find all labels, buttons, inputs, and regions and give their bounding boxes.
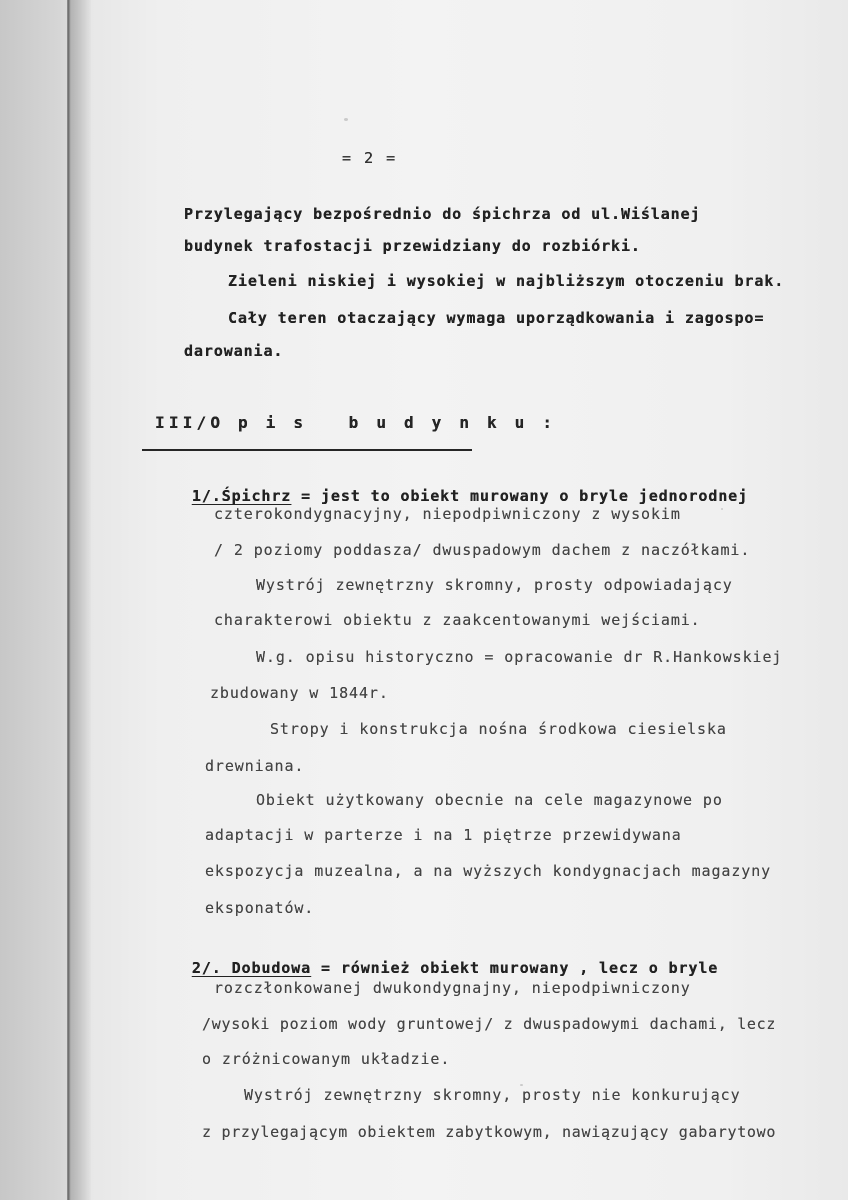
item-1-line: ekspozycja muzealna, a na wyższych kondygnacjach magazyny	[205, 862, 772, 880]
item-2-line: rozczłonkowanej dwukondygnajny, niepodpiwniczony	[214, 979, 691, 997]
item-1-line: adaptacji w parterze i na 1 piętrze przewidywana	[205, 826, 682, 844]
item-1-first-line-text: = jest to obiekt murowany o bryle jednorodnej	[291, 487, 749, 505]
item-1-line: eksponatów.	[205, 899, 315, 917]
item-1-line: zbudowany w 1844r.	[210, 684, 389, 702]
section-heading: III/O p i s b u d y n k u :	[155, 413, 557, 432]
item-1-marker: 1/.Śpichrz	[191, 487, 292, 505]
item-1-line: W.g. opisu historyczno = opracowanie dr R.Hankowskiej	[256, 648, 783, 666]
item-2-line: /wysoki poziom wody gruntowej/ z dwuspadowymi dachami, lecz	[202, 1015, 777, 1033]
scan-speck	[721, 508, 723, 510]
item-1-first-line	[172, 469, 748, 505]
item-2-marker: 2/. Dobudowa	[191, 959, 312, 977]
item-1-line: Wystrój zewnętrzny skromny, prosty odpowiadający	[256, 576, 733, 594]
item-2-line: Wystrój zewnętrzny skromny, prosty nie konkurujący	[244, 1086, 741, 1104]
scan-speck	[344, 118, 348, 121]
item-2-first-line-text: = również obiekt murowany , lecz o bryle	[311, 959, 719, 977]
paragraph-line: budynek trafostacji przewidziany do rozbiórki.	[184, 237, 641, 255]
paragraph-line: Zieleni niskiej i wysokiej w najbliższym otoczeniu brak.	[228, 272, 785, 290]
paragraph-line: Przylegający bezpośrednio do śpichrza od ul.Wiślanej	[184, 205, 701, 223]
item-1-line: drewniana.	[205, 757, 305, 775]
item-1-line: czterokondygnacyjny, niepodpiwniczony z wysokim	[214, 505, 681, 523]
paragraph-line: darowania.	[184, 342, 284, 360]
item-1-line: / 2 poziomy poddasza/ dwuspadowym dachem z naczółkami.	[214, 541, 751, 559]
item-1-line: Obiekt użytkowany obecnie na cele magazynowe po	[256, 791, 723, 809]
item-1-line: charakterowi obiektu z zaakcentowanymi wejściami.	[214, 611, 701, 629]
item-2-first-line	[172, 941, 718, 977]
item-2-line: o zróżnicowanym układzie.	[202, 1050, 451, 1068]
item-1-line: Stropy i konstrukcja nośna środkowa ciesielska	[270, 720, 727, 738]
page-number: = 2 =	[342, 149, 398, 167]
item-2-line: z przylegającym obiektem zabytkowym, nawiązujący gabarytowo	[202, 1123, 777, 1141]
section-heading-rule	[142, 449, 472, 451]
page-fold-shadow	[71, 0, 91, 1200]
paragraph-line: Cały teren otaczający wymaga uporządkowania i zagospo=	[228, 309, 765, 327]
